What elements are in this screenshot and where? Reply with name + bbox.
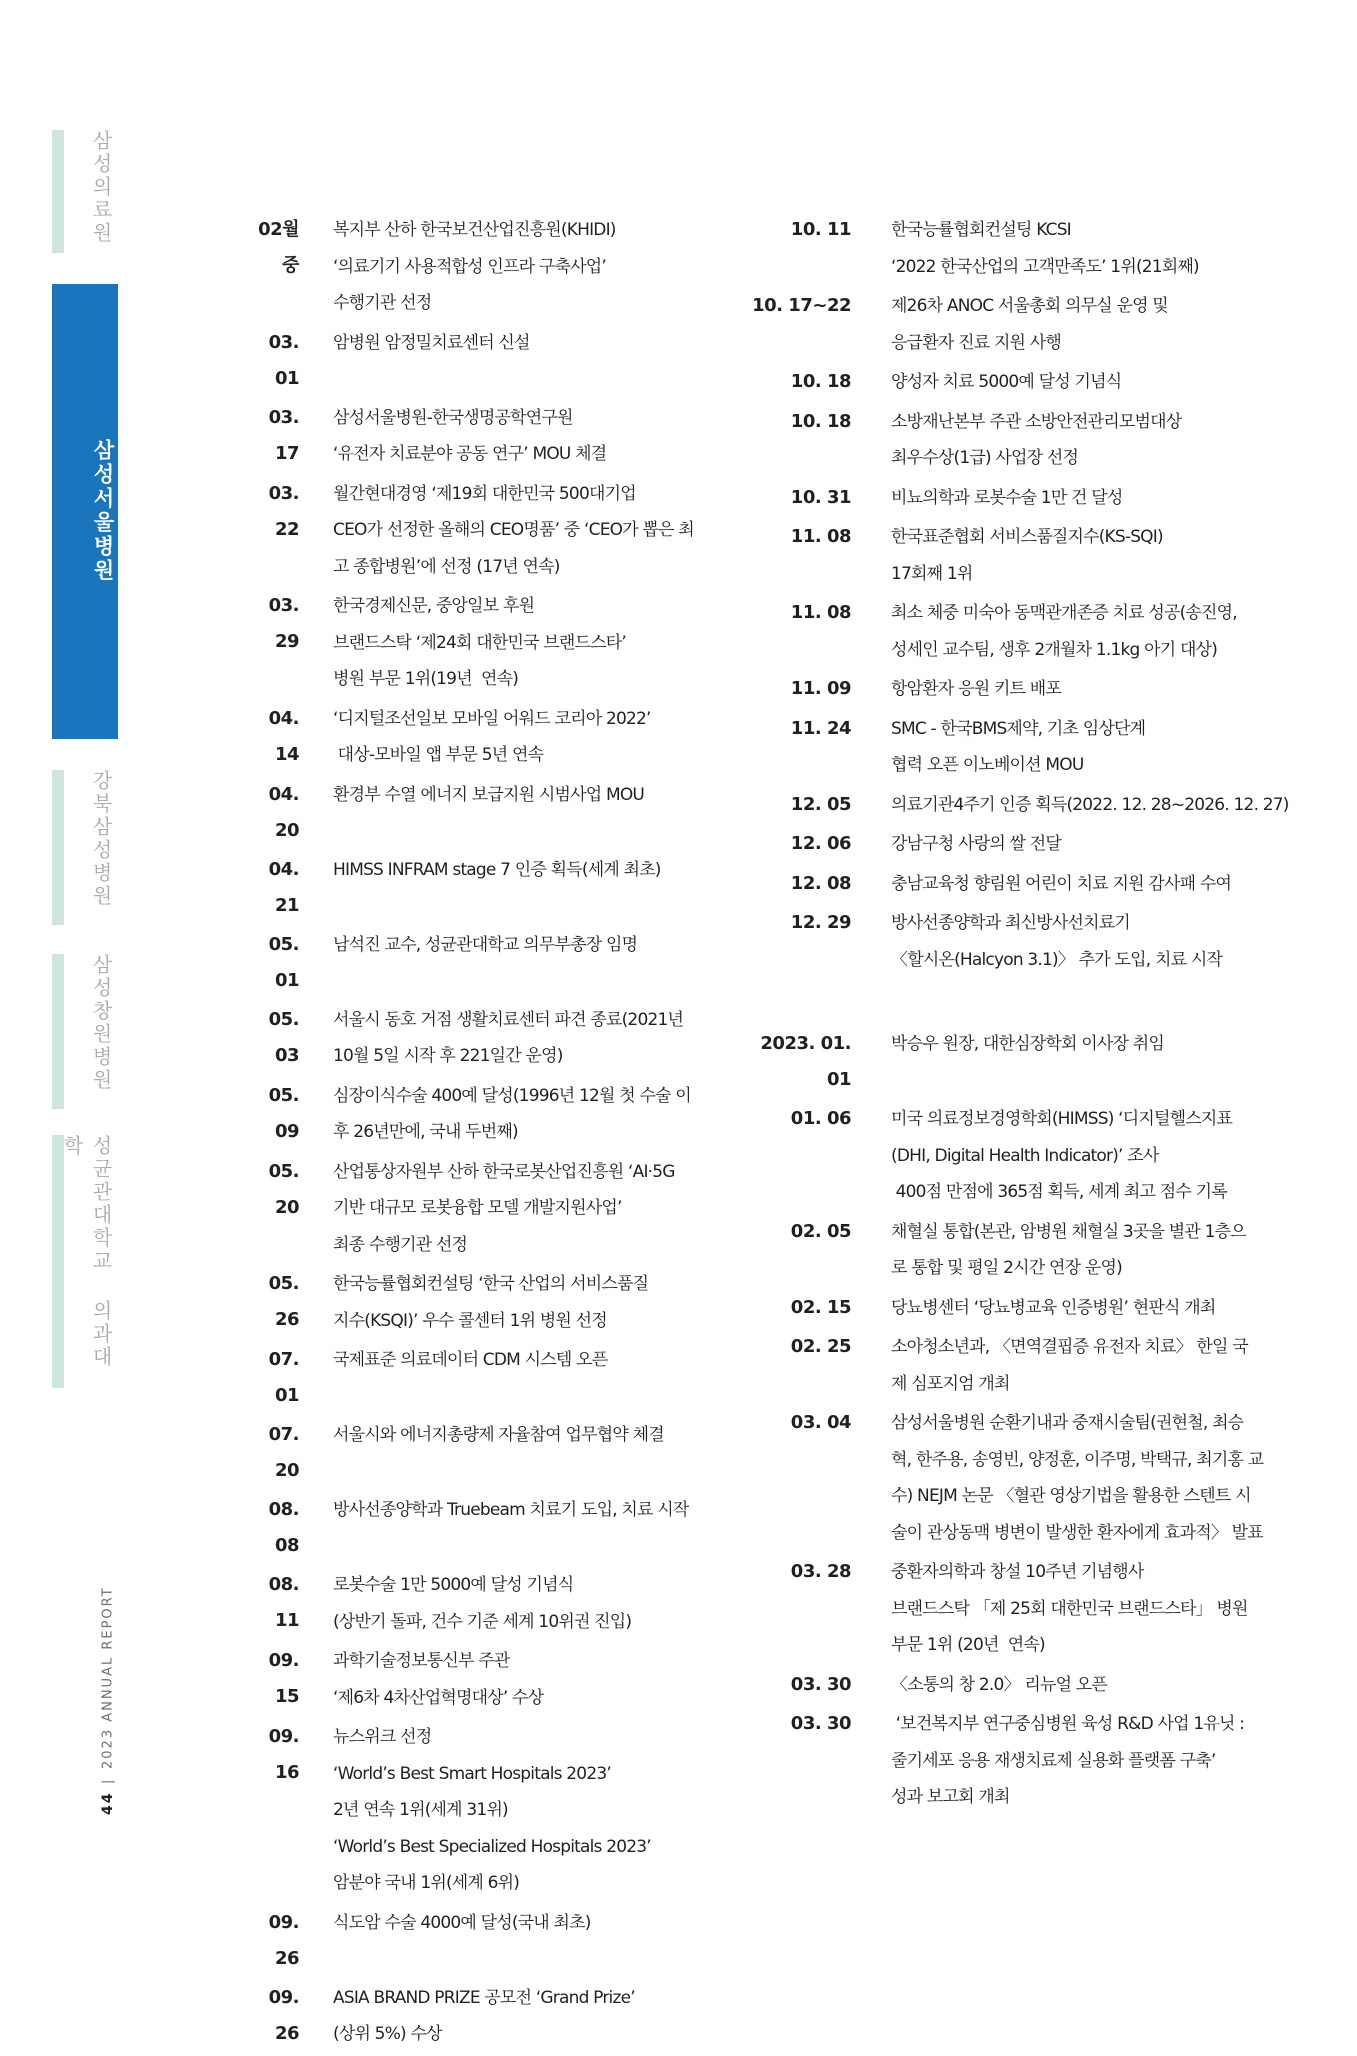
timeline-entry bbox=[750, 1101, 1286, 1211]
description-line: 수) NEJM 논문 〈혈관 영상기법을 활용한 스텐트 시 bbox=[891, 1486, 1251, 1506]
entry-description bbox=[891, 595, 1286, 668]
description-line: 한국능률협회컨설팅 KCSI bbox=[891, 220, 1071, 240]
timeline-entry bbox=[244, 1719, 733, 1902]
entry-description bbox=[333, 400, 733, 473]
entry-description bbox=[333, 325, 733, 397]
entry-date: 09. 16 bbox=[268, 1726, 299, 1783]
sidebar-tab-bar-samsung-medical-center[interactable] bbox=[52, 130, 64, 253]
entry-description bbox=[333, 852, 733, 924]
timeline-entry bbox=[244, 400, 733, 473]
page-footer bbox=[98, 1560, 118, 1815]
description-line: 소방재난본부 주관 소방안전관리모범대상 bbox=[891, 411, 1182, 432]
description-line: HIMSS INFRAM stage 7 인증 획득(세계 최초) bbox=[333, 859, 661, 880]
description-line: 암분야 국내 1위(세계 6위) bbox=[333, 1873, 520, 1893]
entry-description bbox=[891, 1405, 1286, 1551]
entry-description bbox=[333, 1002, 733, 1075]
sidebar-tab-kangbuk-samsung-hospital[interactable]: 강북삼성병원 bbox=[89, 770, 113, 908]
description-line: 박승우 원장, 대한심장학회 이사장 취임 bbox=[891, 1034, 1164, 1054]
timeline-entry bbox=[244, 852, 733, 924]
timeline-entry bbox=[750, 1554, 1286, 1664]
timeline-right-column bbox=[750, 212, 1289, 1819]
entry-date: 05. 03 bbox=[268, 1008, 299, 1066]
entry-description bbox=[333, 1417, 733, 1489]
entry-description bbox=[891, 711, 1286, 784]
description-line: 대상-모바일 앱 부문 5년 연속 bbox=[333, 745, 544, 765]
entry-description bbox=[333, 1980, 733, 2053]
description-line: 국제표준 의료데이터 CDM 시스템 오픈 bbox=[333, 1350, 608, 1370]
entry-description bbox=[333, 777, 733, 849]
entry-description bbox=[891, 519, 1286, 592]
entry-description bbox=[333, 1266, 733, 1339]
description-line: 응급환자 진료 지원 사행 bbox=[891, 332, 1062, 353]
entry-date: 07. 01 bbox=[268, 1349, 299, 1406]
entry-description bbox=[891, 671, 1286, 708]
description-line: 방사선종양학과 Truebeam 치료기 도입, 치료 시작 bbox=[333, 1500, 689, 1520]
timeline-entry bbox=[750, 595, 1286, 668]
entry-date: 03. 01 bbox=[268, 331, 299, 389]
entry-description bbox=[891, 212, 1286, 285]
entry-description bbox=[891, 1214, 1286, 1287]
timeline-entry bbox=[244, 777, 733, 849]
timeline-entry bbox=[244, 1002, 733, 1075]
entry-date: 02. 15 bbox=[790, 1296, 851, 1318]
entry-date: 04. 14 bbox=[268, 707, 299, 765]
timeline-entry bbox=[244, 701, 733, 774]
entry-date: 11. 24 bbox=[790, 717, 851, 739]
timeline-entry bbox=[750, 1405, 1286, 1551]
page-number: 44 bbox=[100, 1791, 116, 1815]
timeline-entry bbox=[750, 671, 1286, 708]
description-line: 줄기세포 응용 재생치료제 실용화 플랫폼 구축’ bbox=[891, 1750, 1216, 1771]
entry-description bbox=[891, 1290, 1286, 1327]
description-line: 복지부 산하 한국보건산업진흥원(KHIDI) bbox=[333, 220, 616, 240]
description-line: 서울시 동호 거점 생활치료센터 파견 종료(2021년 bbox=[333, 1009, 684, 1030]
description-line: 부문 1위 (20년 연속) bbox=[891, 1635, 1045, 1655]
timeline-entry bbox=[244, 1342, 733, 1414]
timeline-entry bbox=[244, 1417, 733, 1489]
entry-date: 10. 11 bbox=[790, 219, 851, 240]
entry-date: 10. 18 bbox=[790, 371, 851, 392]
entry-date: 11. 08 bbox=[790, 602, 851, 623]
entry-description bbox=[333, 1078, 733, 1151]
description-line: 삼성서울병원-한국생명공학연구원 bbox=[333, 407, 573, 428]
entry-date: 12. 08 bbox=[790, 872, 851, 894]
timeline-entry bbox=[244, 1492, 733, 1564]
entry-date: 09. 26 bbox=[268, 1986, 299, 2044]
entry-date: 03. 22 bbox=[268, 482, 299, 540]
description-line: 최종 수행기관 선정 bbox=[333, 1234, 468, 1255]
entry-date: 11. 09 bbox=[790, 678, 851, 699]
description-line: 항암환자 응원 키트 배포 bbox=[891, 679, 1062, 699]
description-line: 성과 보고회 개최 bbox=[891, 1787, 1010, 1807]
timeline-entry bbox=[244, 927, 733, 999]
timeline-left-column bbox=[244, 212, 733, 2056]
description-line: 혁, 한주용, 송영빈, 양정훈, 이주명, 박택규, 최기홍 교 bbox=[891, 1449, 1264, 1470]
description-line: 강남구청 사랑의 쌀 전달 bbox=[891, 834, 1062, 854]
entry-date: 02. 25 bbox=[790, 1336, 851, 1357]
entry-date: 10. 18 bbox=[790, 410, 851, 432]
entry-description bbox=[333, 1342, 733, 1414]
description-line: 한국표준협회 서비스품질지수(KS-SQI) bbox=[891, 527, 1163, 547]
entry-description bbox=[891, 826, 1286, 863]
entry-description bbox=[891, 866, 1286, 903]
entry-description bbox=[333, 1492, 733, 1564]
description-line: (DHI, Digital Health Indicator)’ 조사 bbox=[891, 1145, 1159, 1166]
entry-date: 03. 29 bbox=[268, 595, 299, 652]
description-line: 후 26년만에, 국내 두번째) bbox=[333, 1122, 518, 1142]
description-line: 뉴스위크 선정 bbox=[333, 1727, 432, 1747]
description-line: 17회째 1위 bbox=[891, 563, 973, 584]
description-line: 소아청소년과, 〈면역결핍증 유전자 치료〉 한일 국 bbox=[891, 1337, 1248, 1357]
timeline-entry bbox=[750, 787, 1289, 824]
description-line: 최소 체중 미숙아 동맥관개존증 치료 성공(송진영, bbox=[891, 603, 1237, 623]
entry-description bbox=[891, 1554, 1286, 1664]
entry-description bbox=[333, 1643, 733, 1716]
timeline-entry bbox=[244, 325, 733, 397]
timeline-entry bbox=[244, 1567, 733, 1640]
description-line: CEO가 선정한 올해의 CEO명품’ 중 ‘CEO가 뽑은 최 bbox=[333, 520, 694, 540]
timeline-entry bbox=[244, 1154, 733, 1264]
description-line: 2년 연속 1위(세계 31위) bbox=[333, 1800, 508, 1820]
description-line: ‘유전자 치료분야 공동 연구’ MOU 체결 bbox=[333, 444, 607, 464]
timeline-entry bbox=[750, 1706, 1286, 1816]
report-title: 2023 ANNUAL REPORT bbox=[100, 1586, 116, 1770]
timeline-entry bbox=[750, 1026, 1286, 1098]
timeline-entry bbox=[750, 519, 1286, 592]
description-line: 환경부 수열 에너지 보급지원 시범사업 MOU bbox=[333, 784, 645, 805]
description-line: 충남교육청 향림원 어린이 치료 지원 감사패 수여 bbox=[891, 873, 1232, 894]
entry-date: 10. 17~22 bbox=[752, 295, 851, 316]
entry-date: 05. 01 bbox=[268, 933, 299, 991]
description-line: 암병원 암정밀치료센터 신설 bbox=[333, 332, 530, 353]
entry-description bbox=[333, 1905, 733, 1977]
timeline-entry bbox=[750, 404, 1286, 477]
entry-date: 09. 15 bbox=[268, 1650, 299, 1707]
description-line: ‘의료기기 사용적합성 인프라 구축사업’ bbox=[333, 256, 606, 277]
timeline-entry bbox=[244, 1980, 733, 2053]
year-gap bbox=[750, 981, 1286, 1026]
description-line: 양성자 치료 5000예 달성 기념식 bbox=[891, 372, 1122, 392]
description-line: 당뇨병센터 ‘당뇨병교육 인증병원’ 현판식 개최 bbox=[891, 1297, 1216, 1318]
description-line: 제 심포지엄 개최 bbox=[891, 1373, 1010, 1394]
entry-date: 02월 중 bbox=[258, 219, 299, 276]
timeline-entry bbox=[750, 826, 1286, 863]
entry-date: 07. 20 bbox=[268, 1424, 299, 1481]
description-line: 로 통합 및 평일 2시간 연장 운영) bbox=[891, 1258, 1122, 1278]
entry-description bbox=[333, 1567, 733, 1640]
entry-description bbox=[333, 1719, 733, 1902]
entry-date: 02. 05 bbox=[790, 1220, 851, 1242]
description-line: 400점 만점에 365점 획득, 세계 최고 점수 기록 bbox=[891, 1182, 1227, 1202]
description-line: 협력 오픈 이노베이션 MOU bbox=[891, 755, 1084, 775]
entry-description bbox=[891, 1026, 1286, 1098]
timeline-entry bbox=[244, 212, 733, 322]
description-line: 로봇수술 1만 5000예 달성 기념식 bbox=[333, 1575, 574, 1595]
description-line: 브랜드스탁 「제 25회 대한민국 브랜드스타」 병원 bbox=[891, 1598, 1248, 1619]
description-line: ASIA BRAND PRIZE 공모전 ‘Grand Prize’ bbox=[333, 1987, 635, 2008]
entry-description bbox=[333, 212, 733, 322]
entry-date: 01. 06 bbox=[790, 1108, 851, 1129]
entry-date: 05. 09 bbox=[268, 1084, 299, 1142]
footer-separator: | bbox=[100, 1777, 116, 1784]
entry-date: 05. 20 bbox=[268, 1160, 299, 1218]
description-line: 한국경제신문, 중앙일보 후원 bbox=[333, 596, 535, 616]
timeline-entry bbox=[750, 288, 1286, 361]
entry-date: 08. 11 bbox=[268, 1574, 299, 1631]
entry-description bbox=[891, 787, 1289, 824]
entry-description bbox=[891, 1706, 1286, 1816]
description-line: 삼성서울병원 순환기내과 중재시술팀(권현철, 최승 bbox=[891, 1413, 1244, 1433]
description-line: ‘World’s Best Smart Hospitals 2023’ bbox=[333, 1763, 611, 1784]
sidebar-tab-skku-medicine[interactable]: 성균관대학교 의과대학 bbox=[60, 1135, 113, 1369]
timeline-entry bbox=[750, 866, 1286, 903]
description-line: 남석진 교수, 성균관대학교 의무부총장 임명 bbox=[333, 934, 638, 955]
description-line: 의료기관4주기 인증 획득(2022. 12. 28~2026. 12. 27) bbox=[891, 794, 1289, 815]
description-line: 〈할시온(Halcyon 3.1)〉 추가 도입, 치료 시작 bbox=[891, 949, 1223, 970]
timeline-entry bbox=[244, 1905, 733, 1977]
entry-date: 08. 08 bbox=[268, 1499, 299, 1556]
entry-date: 09. 26 bbox=[268, 1911, 299, 1969]
timeline-entry bbox=[750, 1290, 1286, 1327]
sidebar-tab-samsung-medical-center[interactable]: 삼성의료원 bbox=[89, 130, 113, 245]
description-line: 비뇨의학과 로봇수술 1만 건 달성 bbox=[891, 487, 1123, 508]
timeline-entry bbox=[750, 1214, 1286, 1287]
entry-description bbox=[333, 1154, 733, 1264]
entry-description bbox=[891, 480, 1286, 517]
entry-date: 03. 30 bbox=[790, 1673, 851, 1695]
timeline-entry bbox=[244, 476, 733, 586]
entry-date: 04. 21 bbox=[268, 858, 299, 916]
timeline-entry bbox=[750, 1667, 1286, 1704]
entry-date: 12. 29 bbox=[790, 912, 851, 933]
entry-description bbox=[333, 588, 733, 698]
timeline-entry bbox=[244, 1643, 733, 1716]
entry-description bbox=[891, 288, 1286, 361]
description-line: 심장이식수술 400예 달성(1996년 12월 첫 수술 이 bbox=[333, 1085, 691, 1106]
description-line: ‘2022 한국산업의 고객만족도’ 1위(21회째) bbox=[891, 256, 1199, 277]
description-line: SMC - 한국BMS제약, 기초 임상단계 bbox=[891, 718, 1146, 739]
description-line: 고 종합병원’에 선정 (17년 연속) bbox=[333, 556, 560, 577]
timeline-entry bbox=[750, 364, 1286, 401]
description-line: ‘제6차 4차산업혁명대상’ 수상 bbox=[333, 1687, 544, 1708]
entry-description bbox=[891, 364, 1286, 401]
description-line: 수행기관 선정 bbox=[333, 293, 432, 313]
sidebar-tab-samsung-changwon-hospital[interactable]: 삼성창원병원 bbox=[89, 954, 113, 1092]
description-line: 제26차 ANOC 서울총회 의무실 운영 및 bbox=[891, 296, 1168, 316]
description-line: 한국능률협회컨설팅 ‘한국 산업의 서비스품질 bbox=[333, 1274, 649, 1294]
description-line: 성세인 교수팀, 생후 2개월차 1.1kg 아기 대상) bbox=[891, 639, 1218, 660]
entry-description bbox=[891, 404, 1286, 477]
timeline-entry bbox=[244, 1266, 733, 1339]
sidebar-tab-bar-skku-medicine[interactable] bbox=[52, 1135, 64, 1388]
description-line: 10월 5일 시작 후 221일간 운영) bbox=[333, 1046, 563, 1066]
description-line: 채혈실 통합(본관, 암병원 채혈실 3곳을 별관 1층으 bbox=[891, 1221, 1246, 1242]
sidebar-tab-bar-kangbuk-samsung-hospital[interactable] bbox=[52, 770, 64, 925]
timeline-entry bbox=[750, 212, 1286, 285]
entry-description bbox=[333, 927, 733, 999]
description-line: 서울시와 에너지총량제 자율참여 업무협약 체결 bbox=[333, 1425, 664, 1445]
description-line: 중환자의학과 창설 10주년 기념행사 bbox=[891, 1562, 1144, 1582]
entry-description bbox=[891, 1667, 1286, 1704]
entry-date: 03. 04 bbox=[790, 1412, 851, 1433]
description-line: 산업통상자원부 산하 한국로봇산업진흥원 ‘AI·5G bbox=[333, 1161, 675, 1182]
timeline-entry bbox=[750, 905, 1286, 978]
timeline-entry bbox=[244, 1078, 733, 1151]
description-line: 식도암 수술 4000예 달성(국내 최초) bbox=[333, 1912, 591, 1933]
entry-date: 12. 05 bbox=[790, 793, 851, 815]
entry-date: 03. 28 bbox=[790, 1561, 851, 1582]
description-line: 지수(KSQI)’ 우수 콜센터 1위 병원 선정 bbox=[333, 1310, 607, 1331]
description-line: 브랜드스탁 ‘제24회 대한민국 브랜드스타’ bbox=[333, 632, 627, 653]
sidebar-tab-samsung-seoul-hospital[interactable]: 삼성서울병원 bbox=[91, 439, 115, 583]
entry-date: 03. 30 bbox=[790, 1713, 851, 1734]
entry-description bbox=[891, 1101, 1286, 1211]
description-line: (상위 5%) 수상 bbox=[333, 2024, 442, 2044]
description-line: 방사선종양학과 최신방사선치료기 bbox=[891, 913, 1130, 933]
entry-description bbox=[891, 1329, 1286, 1402]
description-line: 과학기술정보통신부 주관 bbox=[333, 1651, 510, 1671]
description-line: ‘World’s Best Specialized Hospitals 2023’ bbox=[333, 1836, 651, 1857]
entry-date: 10. 31 bbox=[790, 486, 851, 508]
entry-description bbox=[891, 905, 1286, 978]
entry-date: 05. 26 bbox=[268, 1273, 299, 1330]
description-line: 최우수상(1급) 사업장 선정 bbox=[891, 448, 1079, 468]
description-line: 〈소통의 창 2.0〉 리뉴얼 오픈 bbox=[891, 1674, 1108, 1695]
entry-description bbox=[333, 476, 733, 586]
timeline-entry bbox=[750, 480, 1286, 517]
description-line: 술이 관상동맥 병변이 발생한 환자에게 효과적〉 발표 bbox=[891, 1522, 1263, 1543]
entry-date: 04. 20 bbox=[268, 783, 299, 841]
entry-date: 11. 08 bbox=[790, 526, 851, 547]
description-line: 병원 부문 1위(19년 연속) bbox=[333, 669, 519, 689]
entry-date: 12. 06 bbox=[790, 833, 851, 854]
timeline-entry bbox=[750, 711, 1286, 784]
sidebar-tab-bar-samsung-changwon-hospital[interactable] bbox=[52, 954, 64, 1109]
entry-date: 03. 17 bbox=[268, 406, 299, 464]
description-line: 미국 의료정보경영학회(HIMSS) ‘디지털헬스지표 bbox=[891, 1109, 1233, 1129]
description-line: (상반기 돌파, 건수 기준 세계 10위권 진입) bbox=[333, 1611, 632, 1632]
entry-date: 2023. 01. 01 bbox=[760, 1033, 851, 1090]
description-line: 기반 대규모 로봇융합 모델 개발지원사업’ bbox=[333, 1198, 622, 1218]
timeline-entry bbox=[244, 588, 733, 698]
timeline-entry bbox=[750, 1329, 1286, 1402]
entry-description bbox=[333, 701, 733, 774]
description-line: ‘보건복지부 연구중심병원 육성 R&D 사업 1유닛 : bbox=[891, 1714, 1245, 1734]
description-line: ‘디지털조선일보 모바일 어워드 코리아 2022’ bbox=[333, 708, 651, 729]
description-line: 월간현대경영 ‘제19회 대한민국 500대기업 bbox=[333, 483, 636, 504]
